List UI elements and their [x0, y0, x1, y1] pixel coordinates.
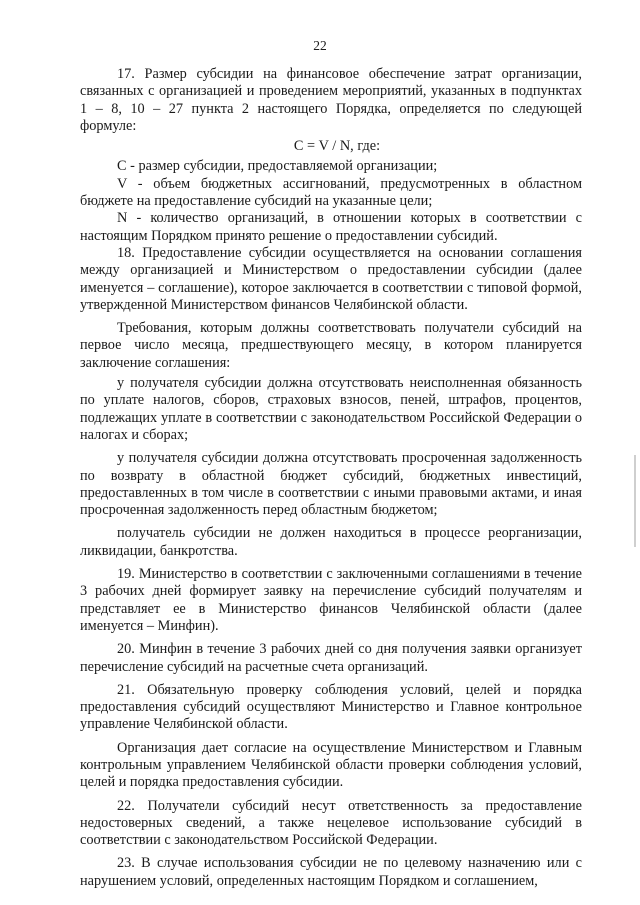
requirements-intro: Требования, которым должны соответствовать получатели субсидий на первое число месяца, предшествующего месяцу, в котором планируется заключение соглашения:: [80, 320, 582, 371]
requirement-debt: у получателя субсидии должна отсутствовать просроченная задолженность по возврату в областной бюджет субсидий, бюджетных инвестиций, предоставленных в том числе в соответствии с иными правовыми актами, и иная просроченная задолженность перед областным бюджетом;: [80, 450, 582, 519]
definition-v: V - объем бюджетных ассигнований, предусмотренных в областном бюджете на предоставление субсидий на указанные цели;: [80, 175, 582, 210]
paragraph-17: 17. Размер субсидии на финансовое обеспечение затрат организации, связанных с организацией и проведением мероприятий, указанных в подпунктах 1 – 8, 10 – 27 пункта 2 настоящего Порядка, определяется по следующей формуле:: [80, 66, 582, 134]
consent-paragraph: Организация дает согласие на осуществление Министерством и Главным контрольным управлением Челябинской области проверки соблюдения условий, целей и порядка предоставления субсидии.: [80, 739, 582, 791]
scan-edge-mark: [634, 455, 636, 547]
paragraph-23: 23. В случае использования субсидии не по целевому назначению или с нарушением условий, определенных настоящим Порядком и соглашением,: [80, 855, 582, 889]
definition-n: N - количество организаций, в отношении которых в соответствии с настоящим Порядком принято решение о предоставлении субсидий.: [80, 210, 582, 244]
paragraph-19: 19. Министерство в соответствии с заключенными соглашениями в течение 3 рабочих дней формирует заявку на перечисление субсидий получателям и представляет ее в Министерство финансов Челябинской области (далее именуется – Минфин).: [80, 566, 582, 634]
definition-c: С - размер субсидии, предоставляемой организации;: [117, 158, 438, 175]
page-number: 22: [313, 38, 327, 53]
formula: С = V / N, где:: [293, 138, 381, 155]
paragraph-18: 18. Предоставление субсидии осуществляется на основании соглашения между организацией и Министерством о предоставлении субсидии (далее именуется – соглашение), которое заключается в соответствии с типовой формой, утвержденной Министерством финансов Челябинской области.: [80, 244, 582, 313]
paragraph-20: 20. Минфин в течение 3 рабочих дней со дня получения заявки организует перечисление субсидий на расчетные счета организаций.: [80, 641, 582, 675]
paragraph-22: 22. Получатели субсидий несут ответственность за предоставление недостоверных сведений, а также нецелевое использование субсидий в соответствии с законодательством Российской Федерации.: [80, 797, 582, 849]
requirement-taxes: у получателя субсидии должна отсутствовать неисполненная обязанность по уплате налогов, сборов, страховых взносов, пеней, штрафов, процентов, подлежащих уплате в соответствии с законодательством Российской Федерации о налогах и сборах;: [80, 375, 582, 443]
requirement-reorganization: получатель субсидии не должен находиться в процессе реорганизации, ликвидации, банкротства.: [80, 525, 582, 559]
paragraph-21: 21. Обязательную проверку соблюдения условий, целей и порядка предоставления субсидий осуществляют Министерство и Главное контрольное управление Челябинской области.: [80, 681, 582, 733]
document-body: [80, 66, 582, 896]
